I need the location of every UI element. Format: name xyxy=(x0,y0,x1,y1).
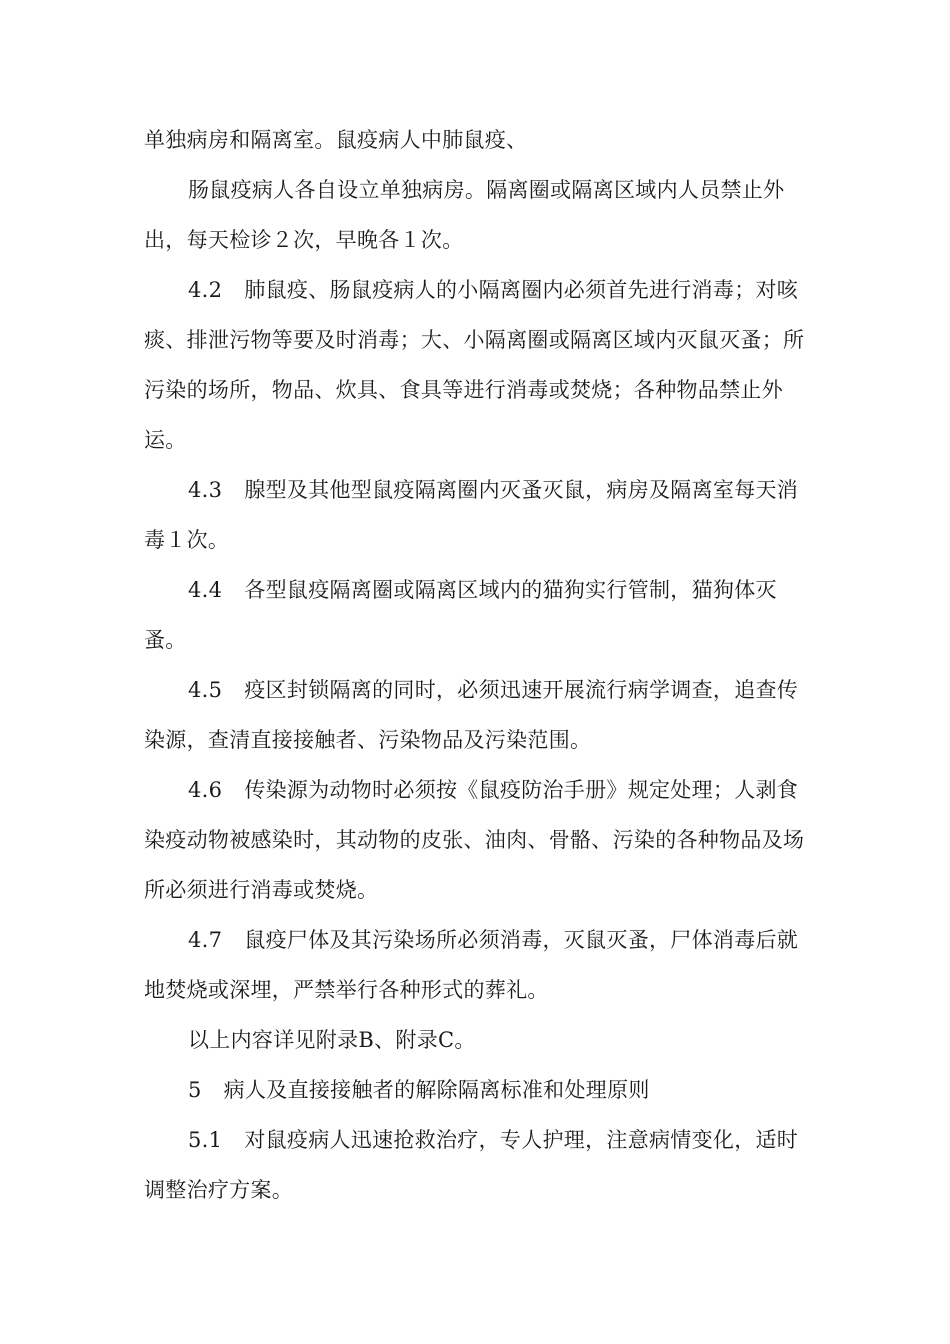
section-number: 5 xyxy=(188,1078,202,1102)
paragraph-text: 腺型及其他型鼠疫隔离圈内灭蚤灭鼠，病房及隔离室每天消毒１次。 xyxy=(144,478,799,552)
section-4-6 xyxy=(144,765,812,915)
paragraph-text: 肺鼠疫、肠鼠疫病人的小隔离圈内必须首先进行消毒；对咳痰、排泄污物等要及时消毒；大、小隔离圈或隔离区域内灭鼠灭蚤；所污染的场所，物品、炊具、食具等进行消毒或焚烧；各种物品禁止外运。 xyxy=(144,278,805,452)
document-body xyxy=(144,115,812,1215)
paragraph-continuation xyxy=(144,115,812,165)
section-number: 4.3 xyxy=(188,478,223,502)
section-5-heading xyxy=(144,1065,812,1115)
paragraph-text: 肠鼠疫病人各自设立单独病房。隔离圈或隔离区域内人员禁止外出，每天检诊２次，早晚各１次。 xyxy=(144,178,785,252)
section-number: 4.2 xyxy=(188,278,223,302)
section-number: 4.7 xyxy=(188,928,223,952)
section-heading-text: 病人及直接接触者的解除隔离标准和处理原则 xyxy=(223,1078,650,1102)
section-number: 5.1 xyxy=(188,1128,223,1152)
section-number: 4.4 xyxy=(188,578,223,602)
section-5-1 xyxy=(144,1115,812,1215)
section-number: 4.5 xyxy=(188,678,223,702)
paragraph xyxy=(144,165,812,265)
paragraph-text: 鼠疫尸体及其污染场所必须消毒，灭鼠灭蚤，尸体消毒后就地焚烧或深埋，严禁举行各种形式的葬礼。 xyxy=(144,928,799,1002)
section-4-4 xyxy=(144,565,812,665)
section-4-5 xyxy=(144,665,812,765)
paragraph-text: 各型鼠疫隔离圈或隔离区域内的猫狗实行管制，猫狗体灭蚤。 xyxy=(144,578,777,652)
paragraph-text: 传染源为动物时必须按《鼠疫防治手册》规定处理；人剥食染疫动物被感染时，其动物的皮张、油肉、骨骼、污染的各种物品及场所必须进行消毒或焚烧。 xyxy=(144,778,805,902)
section-number: 4.6 xyxy=(188,778,223,802)
section-4-7 xyxy=(144,915,812,1015)
paragraph-text: 以上内容详见附录B、附录C。 xyxy=(188,1028,476,1052)
paragraph-text: 疫区封锁隔离的同时，必须迅速开展流行病学调查，追查传染源，查清直接接触者、污染物品及污染范围。 xyxy=(144,678,799,752)
section-4-2 xyxy=(144,265,812,465)
section-4-3 xyxy=(144,465,812,565)
paragraph-text: 对鼠疫病人迅速抢救治疗，专人护理，注意病情变化，适时调整治疗方案。 xyxy=(144,1128,799,1202)
appendix-note xyxy=(144,1015,812,1065)
paragraph-text: 单独病房和隔离室。鼠疫病人中肺鼠疫、 xyxy=(144,128,528,152)
